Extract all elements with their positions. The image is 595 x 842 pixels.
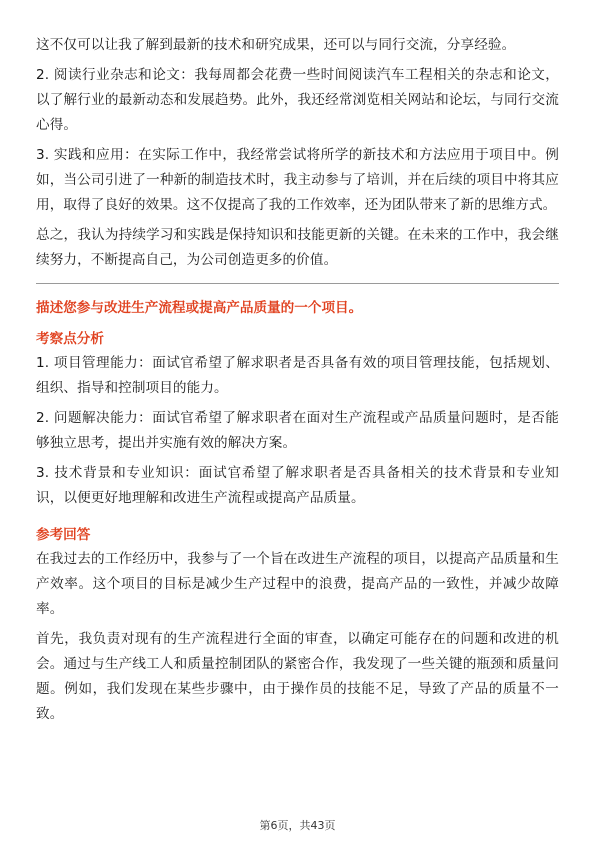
analysis-point-1: 1. 项目管理能力：面试官希望了解求职者是否具备有效的项目管理技能，包括规划、组织、指导和控制项目的能力。 [36, 355, 559, 396]
intro-paragraph-3: 3. 实践和应用：在实际工作中，我经常尝试将所学的新技术和方法应用于项目中。例如，当公司引进了一种新的制造技术时，我主动参与了培训，并在后续的项目中将其应用，取得了良好的效果。这不仅提高了我的工作效率，还为团队带来了新的思维方式。 [36, 147, 559, 213]
answer-paragraph-2: 首先，我负责对现有的生产流程进行全面的审查，以确定可能存在的问题和改进的机会。通过与生产线工人和质量控制团队的紧密合作，我发现了一些关键的瓶颈和质量问题。例如，我们发现在某些步骤中，由于操作员的技能不足，导致了产品的质量不一致。 [36, 631, 559, 722]
analysis-heading: 考察点分析 [36, 331, 104, 347]
section-divider [36, 283, 559, 284]
intro-paragraph-4: 总之，我认为持续学习和实践是保持知识和技能更新的关键。在未来的工作中，我会继续努力，不断提高自己，为公司创造更多的价值。 [36, 227, 559, 268]
intro-paragraph-1: 这不仅可以让我了解到最新的技术和研究成果，还可以与同行交流，分享经验。 [36, 37, 516, 53]
question-heading: 描述您参与改进生产流程或提高产品质量的一个项目。 [36, 300, 363, 316]
page-number: 第6页，共43页 [259, 819, 336, 832]
analysis-point-2: 2. 问题解决能力：面试官希望了解求职者在面对生产流程或产品质量问题时，是否能够独立思考，提出并实施有效的解决方案。 [36, 410, 559, 451]
analysis-point-3: 3. 技术背景和专业知识：面试官希望了解求职者是否具备相关的技术背景和专业知识，以便更好地理解和改进生产流程或提高产品质量。 [36, 465, 559, 506]
intro-paragraph-2: 2. 阅读行业杂志和论文：我每周都会花费一些时间阅读汽车工程相关的杂志和论文，以了解行业的最新动态和发展趋势。此外，我还经常浏览相关网站和论坛，与同行交流心得。 [36, 67, 559, 133]
answer-paragraph-1: 在我过去的工作经历中，我参与了一个旨在改进生产流程的项目，以提高产品质量和生产效率。这个项目的目标是减少生产过程中的浪费，提高产品的一致性，并减少故障率。 [36, 551, 559, 617]
answer-heading: 参考回答 [36, 527, 91, 543]
page-content [36, 33, 559, 727]
